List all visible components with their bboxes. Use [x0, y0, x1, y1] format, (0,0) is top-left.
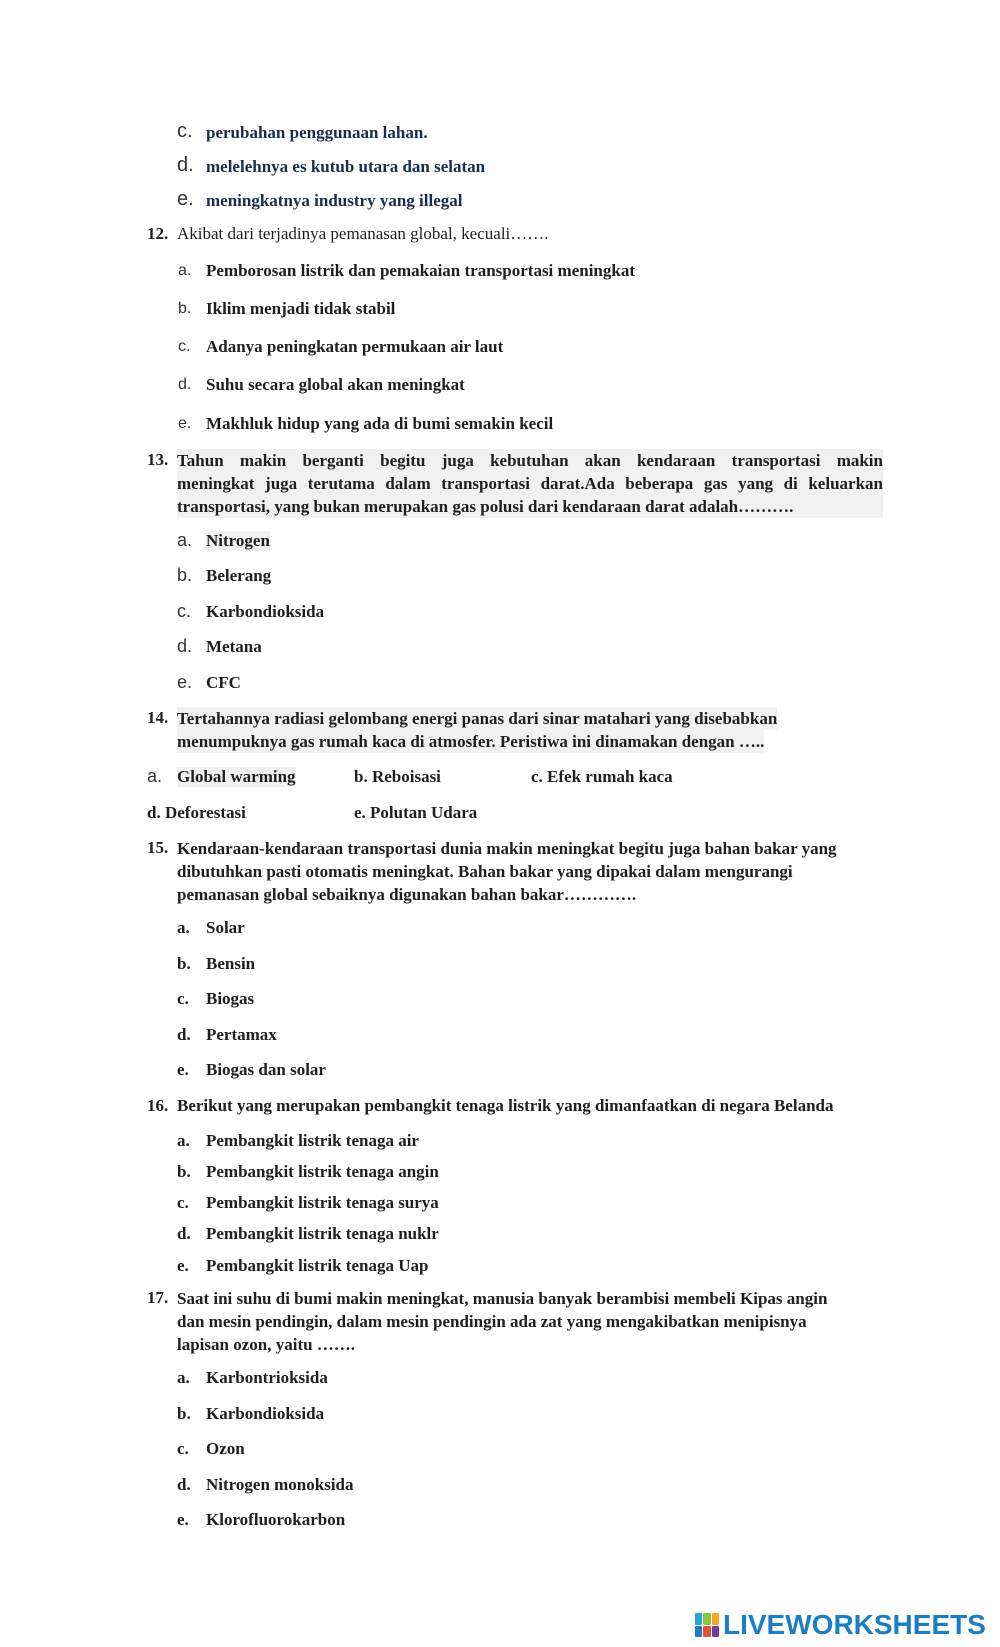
logo-text: LIVEWORKSHEETS: [723, 1609, 986, 1640]
option-letter: e.: [177, 1060, 189, 1079]
question-text: [177, 1287, 827, 1356]
question-line: menumpuknya gas rumah kaca di atmosfer. Peristiwa ini dinamakan dengan …..: [177, 732, 765, 751]
question-text: [177, 707, 777, 753]
question-line: meningkat juga terutama dalam transportasi darat.Ada beberapa gas yang di keluarkan: [177, 474, 883, 493]
option-letter: b.: [177, 1162, 191, 1181]
liveworksheets-logo[interactable]: [695, 1610, 986, 1640]
option-letter: d.: [177, 1224, 191, 1243]
question-number: 15.: [147, 838, 169, 857]
option-text: Iklim menjadi tidak stabil: [206, 299, 396, 318]
option-text: Biogas dan solar: [206, 1060, 326, 1079]
option-c-text: c. Efek rumah kaca: [531, 767, 673, 786]
option-text: Adanya peningkatan permukaan air laut: [206, 337, 504, 356]
question-line: dan mesin pendingin, dalam mesin pendingin ada zat yang mengakibatkan menipisnya: [177, 1312, 807, 1331]
option-letter: e.: [177, 672, 193, 692]
option-text: melelehnya es kutub utara dan selatan: [206, 157, 486, 176]
question-line: transportasi, yang bukan merupakan gas polusi dari kendaraan darat adalah……….: [177, 497, 794, 516]
option-letter: c.: [177, 1439, 189, 1458]
option-letter: e.: [177, 188, 194, 210]
option-text: Pembangkit listrik tenaga air: [206, 1131, 419, 1150]
question-line: dibutuhkan pasti otomatis meningkat. Bahan bakar yang dipakai dalam mengurangi: [177, 862, 793, 881]
question-line: lapisan ozon, yaitu …….: [177, 1335, 356, 1354]
option-text: CFC: [206, 673, 241, 692]
option-text: Bensin: [206, 954, 256, 973]
option-letter: c.: [177, 989, 189, 1008]
question-number: 12.: [147, 224, 169, 243]
option-letter: a.: [178, 262, 192, 279]
option-text: Makhluk hidup yang ada di bumi semakin kecil: [206, 414, 554, 433]
option-text: Pembangkit listrik tenaga Uap: [206, 1256, 429, 1275]
option-text: Biogas: [206, 989, 255, 1008]
question-text: Akibat dari terjadinya pemanasan global, kecuali…….: [177, 224, 549, 243]
question-number: 16.: [147, 1096, 169, 1115]
option-text: Pemborosan listrik dan pemakaian transportasi meningkat: [206, 261, 635, 280]
option-letter: d.: [177, 154, 194, 176]
question-number: 14.: [147, 708, 169, 727]
option-text: Solar: [206, 918, 245, 937]
option-letter: e.: [177, 1510, 189, 1529]
option-text: Pertamax: [206, 1025, 277, 1044]
option-text: Klorofluorokarbon: [206, 1510, 346, 1529]
option-text: Suhu secara global akan meningkat: [206, 375, 465, 394]
option-letter: c.: [177, 1193, 189, 1212]
option-text: Nitrogen: [206, 531, 270, 550]
option-text: Pembangkit listrik tenaga nuklr: [206, 1224, 439, 1243]
option-text: Ozon: [206, 1439, 245, 1458]
option-letter: b.: [177, 1404, 191, 1423]
option-text: Karbondioksida: [206, 602, 325, 621]
option-text: perubahan penggunaan lahan.: [206, 123, 428, 142]
question-line: Tertahannya radiasi gelombang energi panas dari sinar matahari yang disebabkan: [177, 709, 778, 728]
option-text: Belerang: [206, 566, 272, 585]
option-b-text: b. Reboisasi: [354, 767, 441, 786]
option-text: Nitrogen monoksida: [206, 1475, 354, 1494]
question-text: [177, 449, 883, 518]
question-line: Tahun makin berganti begitu juga kebutuhan akan kendaraan transportasi makin: [177, 451, 883, 470]
option-text: meningkatnya industry yang illegal: [206, 191, 463, 210]
question-number: 17.: [147, 1288, 169, 1307]
option-a-text: Global warming: [177, 767, 296, 786]
option-letter: d.: [177, 1475, 191, 1494]
option-letter: c.: [178, 338, 191, 355]
question-line: pemanasan global sebaiknya digunakan bahan bakar………….: [177, 885, 637, 904]
option-letter: d.: [177, 636, 193, 656]
option-letter: e.: [177, 1256, 189, 1275]
option-text: Pembangkit listrik tenaga angin: [206, 1162, 439, 1181]
option-letter: a.: [177, 530, 193, 550]
option-letter: a.: [177, 918, 190, 937]
question-text: [177, 837, 837, 906]
option-letter: a.: [177, 1368, 190, 1387]
option-text: Karbondioksida: [206, 1404, 325, 1423]
question-text: Berikut yang merupakan pembangkit tenaga listrik yang dimanfaatkan di negara Belanda: [177, 1096, 834, 1115]
option-letter: b.: [178, 300, 192, 317]
option-text: Karbontrioksida: [206, 1368, 328, 1387]
option-text: Metana: [206, 637, 262, 656]
liveworksheets-logo-icon: [695, 1613, 719, 1637]
option-letter: b.: [177, 954, 191, 973]
option-letter: d.: [177, 1025, 191, 1044]
option-d-text: d. Deforestasi: [147, 803, 246, 822]
option-letter: b.: [177, 565, 193, 585]
option-letter: a.: [177, 1131, 190, 1150]
option-text: Pembangkit listrik tenaga surya: [206, 1193, 439, 1212]
option-letter: c.: [177, 601, 192, 621]
question-line: Kendaraan-kendaraan transportasi dunia makin meningkat begitu juga bahan bakar yang: [177, 839, 837, 858]
option-letter: c.: [177, 120, 193, 142]
option-letter: d.: [178, 376, 192, 393]
question-line: Saat ini suhu di bumi makin meningkat, manusia banyak berambisi membeli Kipas angin: [177, 1289, 828, 1308]
option-letter: a.: [147, 766, 163, 786]
option-letter: e.: [178, 415, 192, 432]
question-number: 13.: [147, 450, 169, 469]
option-e-text: e. Polutan Udara: [354, 803, 478, 822]
